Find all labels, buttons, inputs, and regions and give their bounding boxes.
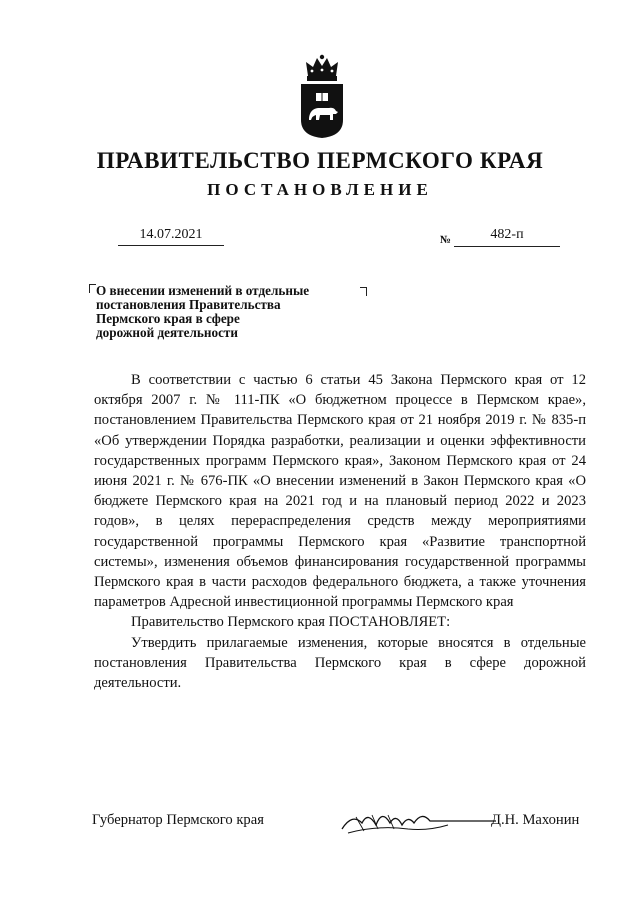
document-number: 482-п: [490, 227, 524, 242]
document-subject: [96, 284, 346, 340]
date-field: [118, 227, 224, 246]
signatory-position: Губернатор Пермского края: [92, 812, 264, 828]
subject-bracket-left: [89, 284, 96, 293]
body-paragraph-resolves: Правительство Пермского края ПОСТАНОВЛЯЕТ:: [131, 614, 451, 631]
subject-line: О внесении изменений в отдельные: [96, 283, 310, 298]
government-title: ПРАВИТЕЛЬСТВО ПЕРМСКОГО КРАЯ: [96, 148, 544, 173]
coat-of-arms-icon: [296, 54, 348, 140]
document-date: 14.07.2021: [139, 227, 203, 242]
document-body: [94, 370, 586, 693]
signatory-name: Д.Н. Махонин: [491, 812, 580, 828]
document-type: ПОСТАНОВЛЕНИЕ: [207, 180, 433, 199]
subject-line: Пермского края в сфере: [96, 311, 240, 326]
number-sign: №: [440, 234, 452, 246]
subject-line: дорожной деятельности: [96, 325, 238, 340]
subject-bracket-right: [360, 287, 367, 296]
body-paragraph-decision: Утвердить прилагаемые изменения, которые вносятся в отдельные постановления Правительства Пермского края в сфере дорожной деятельности.: [94, 634, 586, 692]
handwritten-signature-icon: [338, 803, 498, 837]
number-underline: [454, 246, 560, 247]
body-paragraph-preamble: В соответствии с частью 6 статьи 45 Закона Пермского края от 12 октября 2007 г. № 111-ПК «О бюджетном процессе в Пермском крае», постановлением Правительства Пермского края от 21 ноября 2019 г. № 835-п «Об утверждении Порядка разработки, реализации и оценки эффективности государственных программ Пермского края», Законом Пермского края от 24 июня 2021 г. № 676-ПК «О внесении изменений в Закон Пермского края «О бюджете Пермского края на 2021 год и на плановый период 2022 и 2023 годов», в целях перераспределения средств между мероприятиями государственной программы Пермского края «Развитие транспортной системы», изменения объемов финансирования государственной программы Пермского края в части расходов федерального бюджета, а также уточнения параметров Адресной инвестиционной программы Пермского края: [94, 372, 586, 611]
date-underline: [118, 245, 224, 246]
subject-line: постановления Правительства: [96, 297, 281, 312]
